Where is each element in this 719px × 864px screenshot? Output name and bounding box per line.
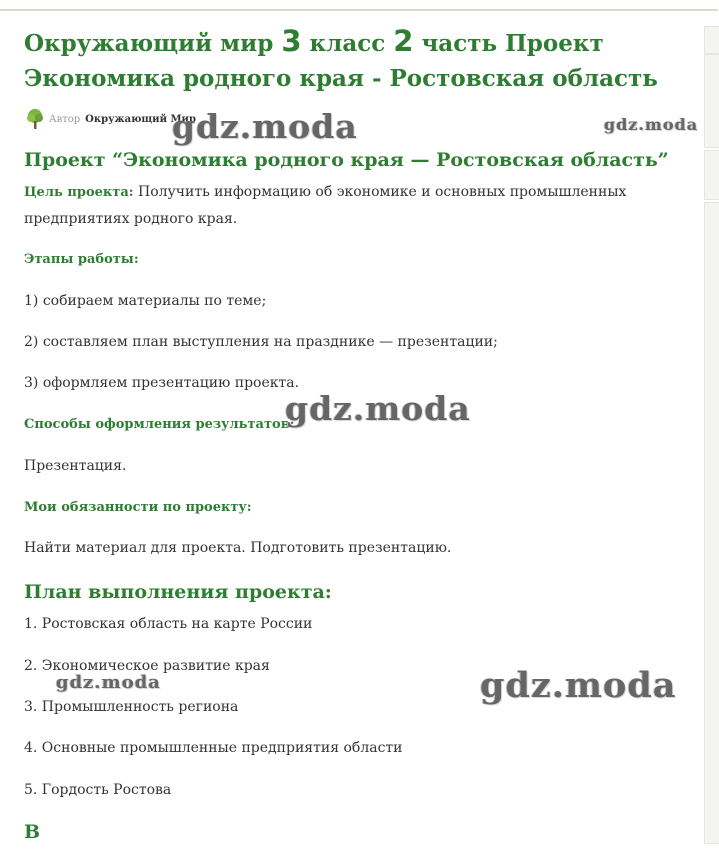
plan-item: 3. Промышленность региона: [24, 699, 239, 715]
top-divider: [0, 9, 718, 11]
watermark: gdz.moda: [172, 107, 358, 146]
author-link[interactable]: Окружающий Мир: [85, 113, 196, 125]
duties-value: Найти материал для проекта. Подготовить презентацию.: [24, 540, 452, 556]
goal-text: Получить информацию об экономике и основных промышленных: [133, 184, 627, 200]
methods-label: Способы оформления результатов:: [24, 417, 295, 432]
stage-item: 1) собираем материалы по теме;: [24, 293, 267, 309]
sidebar-edge: [700, 26, 718, 836]
project-goal: [24, 179, 664, 232]
tree-icon: [24, 108, 46, 130]
author-label: Автор: [49, 113, 81, 125]
stages-label: Этапы работы:: [24, 252, 139, 267]
plan-item: 5. Гордость Ростова: [24, 782, 172, 798]
stage-item: 3) оформляем презентацию проекта.: [24, 375, 300, 391]
plan-item: 2. Экономическое развитие края: [24, 658, 270, 674]
goal-text-cont: предприятиях родного края.: [24, 211, 238, 227]
plan-item: 4. Основные промышленные предприятия области: [24, 740, 403, 756]
plan-item: 1. Ростовская область на карте России: [24, 616, 313, 632]
watermark: gdz.moda: [56, 672, 161, 693]
duties-label: Мои обязанности по проекту:: [24, 500, 252, 515]
watermark: gdz.moda: [604, 115, 699, 134]
methods-value: Презентация.: [24, 458, 127, 474]
author-byline: [24, 108, 196, 130]
page-title: Окружающий мир 3 класс 2 часть Проект Экономика родного края - Ростовская область: [24, 24, 658, 92]
watermark: gdz.moda: [285, 389, 471, 428]
project-heading: Проект “Экономика родного края — Ростовская область”: [24, 149, 669, 171]
plan-heading: План выполнения проекта:: [24, 581, 332, 603]
next-section-heading: В: [24, 821, 41, 843]
goal-label: Цель проекта:: [24, 185, 134, 200]
stage-item: 2) составляем план выступления на празднике — презентации;: [24, 334, 498, 350]
watermark: gdz.moda: [480, 665, 677, 706]
duties-label-row: [24, 494, 664, 521]
stages-label-row: [24, 246, 664, 273]
